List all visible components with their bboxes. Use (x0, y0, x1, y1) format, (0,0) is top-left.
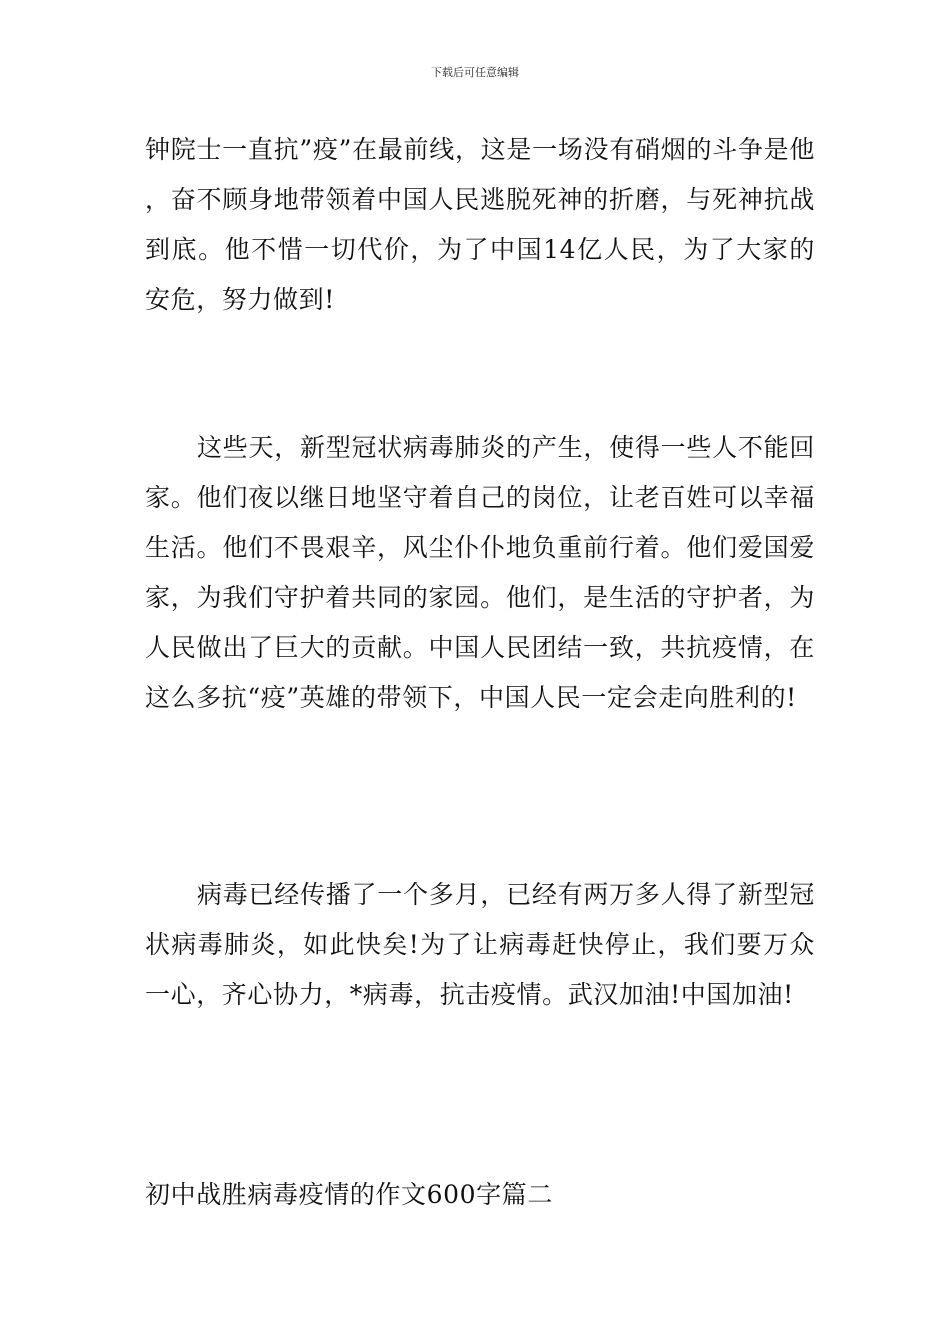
paragraph-3: 病毒已经传播了一个多月，已经有两万多人得了新型冠状病毒肺炎，如此快矣!为了让病毒赶快停止，我们要万众一心，齐心协力，*病毒，抗击疫情。武汉加油!中国加油! (145, 880, 815, 1009)
header-note: 下载后可任意编辑 (431, 66, 519, 79)
section-title: 初中战胜病毒疫情的作文600字篇二 (145, 1180, 553, 1209)
paragraph-2: 这些天，新型冠状病毒肺炎的产生，使得一些人不能回家。他们夜以继日地坚守着自己的岗位，让老百姓可以幸福生活。他们不畏艰辛，风尘仆仆地负重前行着。他们爱国爱家，为我们守护着共同的家园。他们，是生活的守护者，为人民做出了巨大的贡献。中国人民团结一致，共抗疫情，在这么多抗“疫”英雄的带领下，中国人民一定会走向胜利的! (145, 433, 815, 712)
paragraph-1: 钟院士一直抗”疫”在最前线，这是一场没有硝烟的斗争是他，奋不顾身地带领着中国人民逃脱死神的折磨，与死神抗战到底。他不惜一切代价，为了中国14亿人民，为了大家的安危，努力做到! (145, 135, 815, 314)
